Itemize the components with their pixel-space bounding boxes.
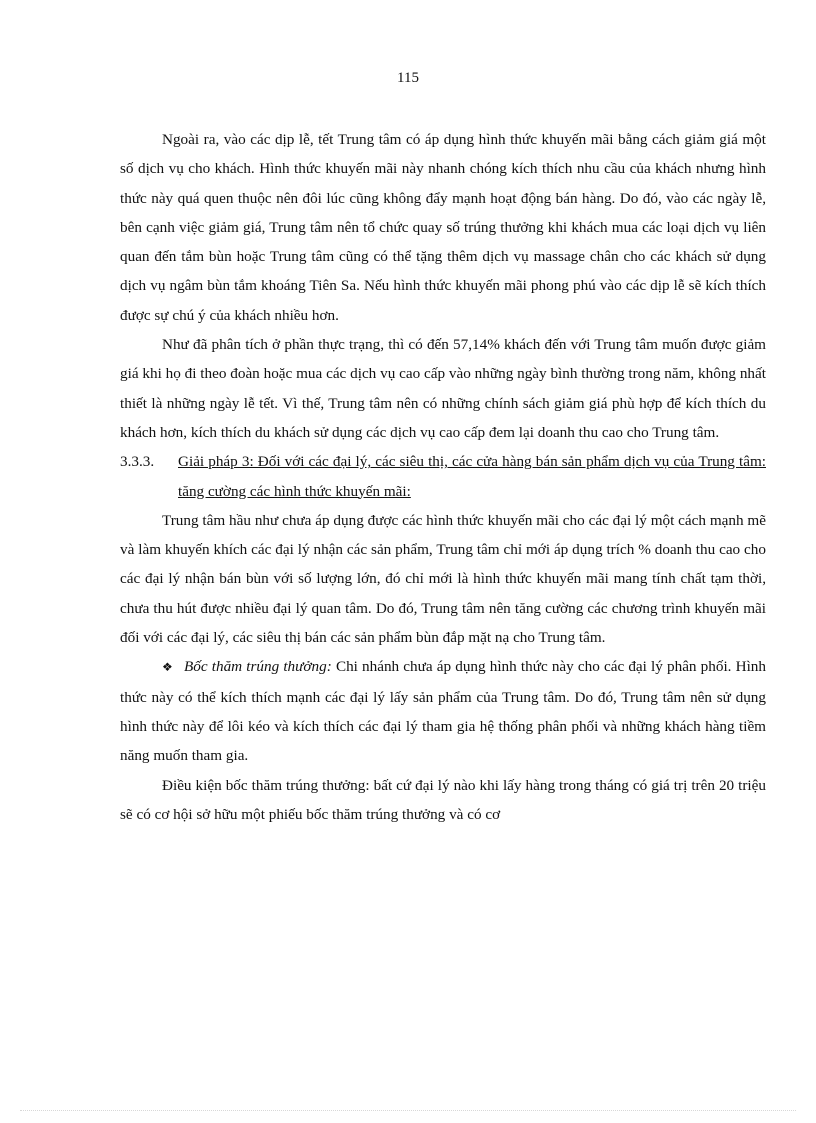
paragraph-lucky-draw-conditions: Điều kiện bốc thăm trúng thưởng: bất cứ đại lý nào khi lấy hàng trong tháng có giá trị trên 20 triệu sẽ có cơ hội sở hữu một phiếu bốc thăm trúng thưởng và có cơ — [120, 776, 766, 823]
section-heading — [120, 447, 766, 506]
paragraph-holiday-promotion: Ngoài ra, vào các dịp lễ, tết Trung tâm có áp dụng hình thức khuyến mãi bằng cách giảm giá một số dịch vụ cho khách. Hình thức khuyến mãi này nhanh chóng kích thích nhu cầu của khách nhưng hình thức này quá quen thuộc nên đôi lúc cũng không đẩy mạnh hoạt động bán hàng. Do đó, vào các ngày lễ, bên cạnh việc giảm giá, Trung tâm nên tổ chức quay số trúng thưởng khi khách mua các loại dịch vụ liên quan đến tắm bùn hoặc Trung tâm cũng có thể tặng thêm dịch vụ massage chân cho các khách sử dụng dịch vụ ngâm bùn tắm khoáng Tiên Sa. Nếu hình thức khuyến mãi phong phú vào các dịp lễ sẽ kích thích được sự chú ý của khách nhiều hơn. — [120, 131, 766, 324]
bullet-item-lucky-draw — [120, 652, 766, 770]
document-body — [120, 125, 766, 829]
section-title: Giải pháp 3: Đối với các đại lý, các siêu thị, các cửa hàng bán sản phẩm dịch vụ của Trung tâm: tăng cường các hình thức khuyến mãi: — [178, 453, 766, 500]
paragraph-discount-analysis: Như đã phân tích ở phần thực trạng, thì có đến 57,14% khách đến với Trung tâm muốn được giảm giá khi họ đi theo đoàn hoặc mua các dịch vụ cao cấp vào những ngày bình thường trong năm, không nhất thiết là những ngày lễ tết. Vì thế, Trung tâm nên có những chính sách giảm giá phù hợp để kích thích du khách hơn, kích thích du khách sử dụng các dịch vụ cao cấp đem lại doanh thu cao cho Trung tâm. — [120, 336, 766, 441]
page-number: 115 — [397, 70, 419, 86]
page-bottom-border — [20, 1110, 796, 1111]
paragraph-agent-promotion: Trung tâm hầu như chưa áp dụng được các hình thức khuyến mãi cho các đại lý một cách mạnh mẽ và làm khuyến khích các đại lý nhận các sản phẩm, Trung tâm chỉ mới áp dụng trích % doanh thu cao cho các đại lý nhận bán bùn với số lượng lớn, đó chỉ mới là hình thức khuyến mãi mang tính chất tạm thời, chưa thu hút được nhiều đại lý quan tâm. Do đó, Trung tâm nên tăng cường các chương trình khuyến mãi đối với các đại lý, các siêu thị bán các sản phẩm bùn đắp mặt nạ cho Trung tâm. — [120, 511, 766, 647]
diamond-bullet-icon: ❖ — [162, 660, 173, 675]
bullet-heading: Bốc thăm trúng thưởng: — [184, 658, 332, 676]
bullet-text: Chi nhánh chưa áp dụng hình thức này cho các đại lý phân phối. Hình thức này có thể kích thích mạnh các đại lý lấy sản phẩm của Trung tâm. Do đó, Trung tâm nên sử dụng hình thức này để lôi kéo và kích thích các đại lý tham gia hệ thống phân phối và những khách hàng tiềm năng muốn tham gia. — [120, 658, 766, 765]
section-number: 3.3.3. — [120, 453, 155, 471]
